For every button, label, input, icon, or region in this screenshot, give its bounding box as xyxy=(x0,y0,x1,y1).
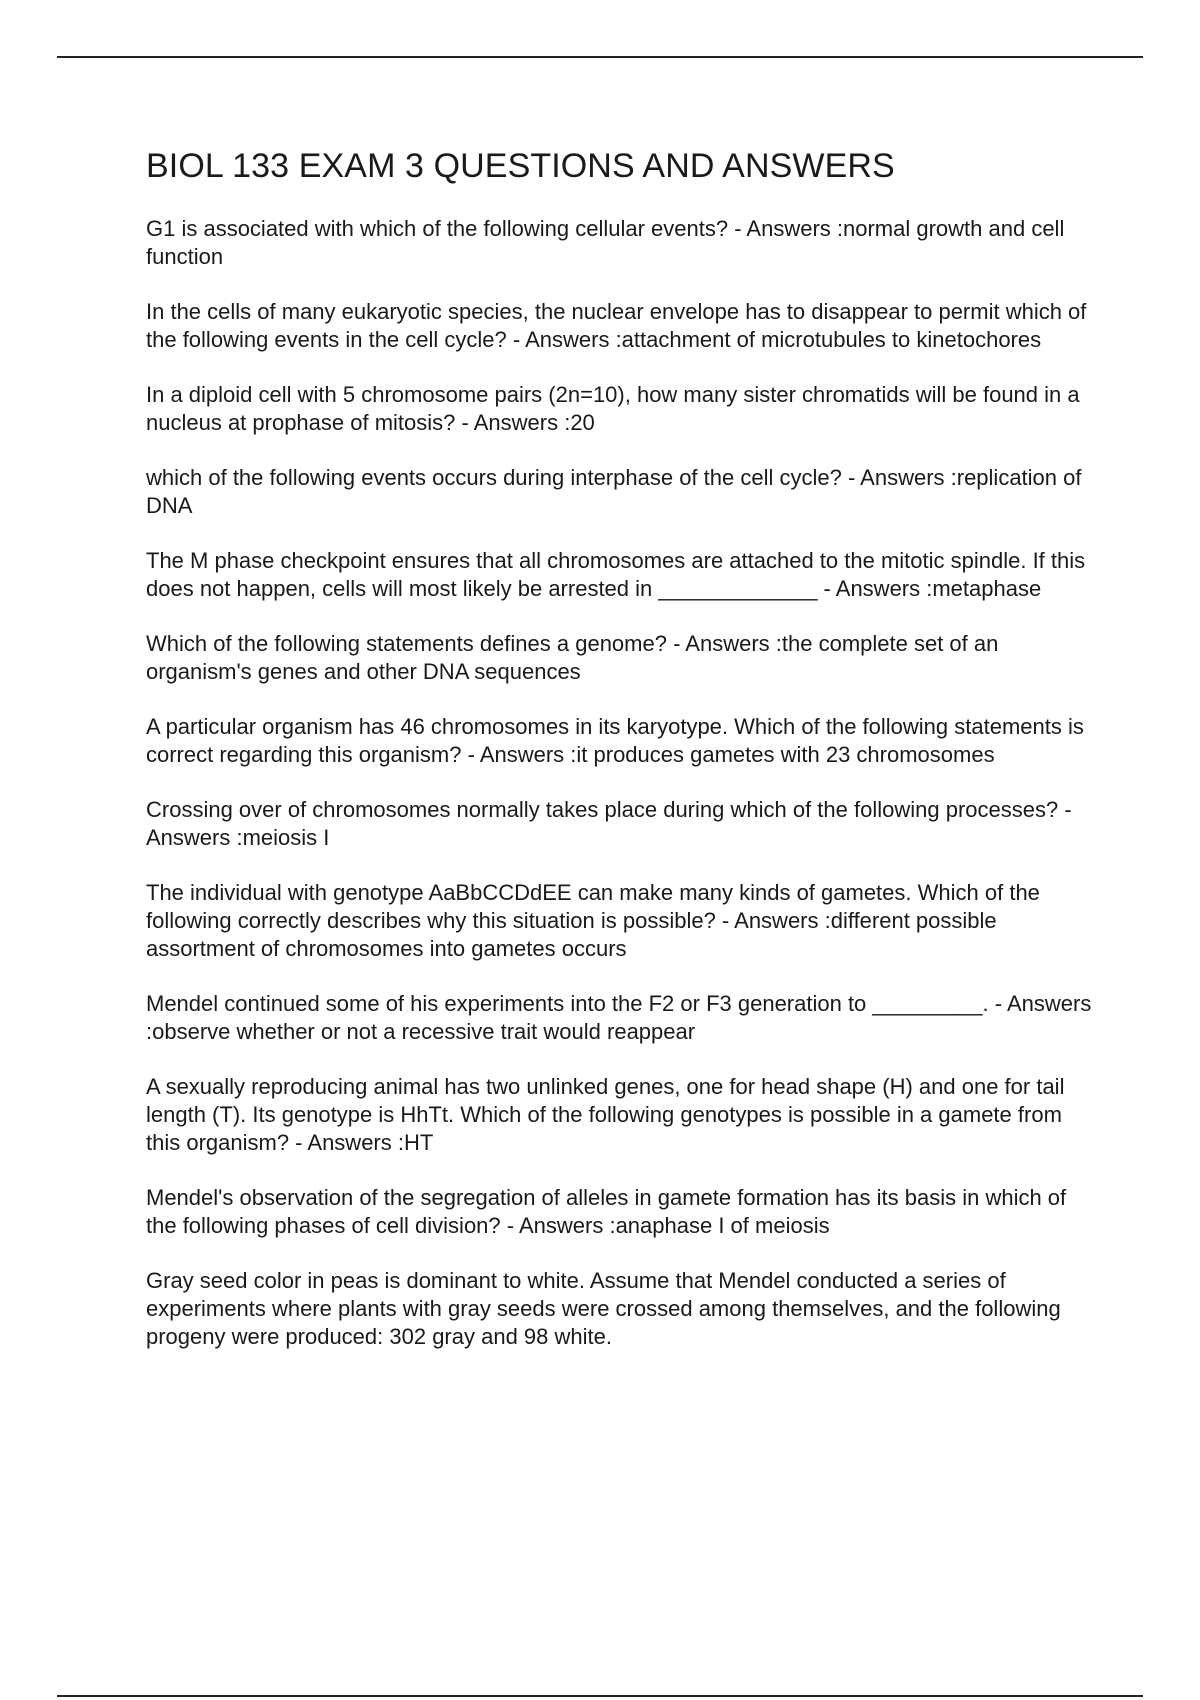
top-rule xyxy=(57,56,1143,58)
qa-item: Gray seed color in peas is dominant to white. Assume that Mendel conducted a series of experiments where plants with gray seeds were crossed among themselves, and the following progeny were produced: 302 gray and 98 white. xyxy=(146,1268,1061,1349)
qa-item: Mendel continued some of his experiments into the F2 or F3 generation to _________. - Answers :observe whether or not a recessive trait would reappear xyxy=(146,991,1092,1044)
qa-item: A sexually reproducing animal has two unlinked genes, one for head shape (H) and one for tail length (T). Its genotype is HhTt. Which of the following genotypes is possible in a gamete from this organism? - Answers :HT xyxy=(146,1074,1065,1155)
qa-item: Mendel's observation of the segregation of alleles in gamete formation has its basis in which of the following phases of cell division? - Answers :anaphase I of meiosis xyxy=(146,1185,1067,1238)
qa-item: G1 is associated with which of the following cellular events? - Answers :normal growth and cell function xyxy=(146,216,1065,269)
document-body xyxy=(146,140,1096,1378)
qa-item: A particular organism has 46 chromosomes in its karyotype. Which of the following statements is correct regarding this organism? - Answers :it produces gametes with 23 chromosomes xyxy=(146,714,1084,767)
qa-item: which of the following events occurs during interphase of the cell cycle? - Answers :replication of DNA xyxy=(146,465,1082,518)
document-title: BIOL 133 EXAM 3 QUESTIONS AND ANSWERS xyxy=(146,147,895,185)
qa-item: The M phase checkpoint ensures that all chromosomes are attached to the mitotic spindle. If this does not happen, cells will most likely be arrested in _____________ - Answers :metaphase xyxy=(146,548,1086,601)
qa-item: Crossing over of chromosomes normally takes place during which of the following processes? - Answers :meiosis I xyxy=(146,797,1072,850)
bottom-rule xyxy=(57,1695,1143,1697)
qa-item: The individual with genotype AaBbCCDdEE can make many kinds of gametes. Which of the following correctly describes why this situation is possible? - Answers :different possible assortment of chromosomes into gametes occurs xyxy=(146,880,1040,961)
qa-item: Which of the following statements defines a genome? - Answers :the complete set of an organism's genes and other DNA sequences xyxy=(146,631,999,684)
qa-item: In a diploid cell with 5 chromosome pairs (2n=10), how many sister chromatids will be found in a nucleus at prophase of mitosis? - Answers :20 xyxy=(146,382,1080,435)
qa-item: In the cells of many eukaryotic species, the nuclear envelope has to disappear to permit which of the following events in the cell cycle? - Answers :attachment of microtubules to kinetochores xyxy=(146,299,1087,352)
